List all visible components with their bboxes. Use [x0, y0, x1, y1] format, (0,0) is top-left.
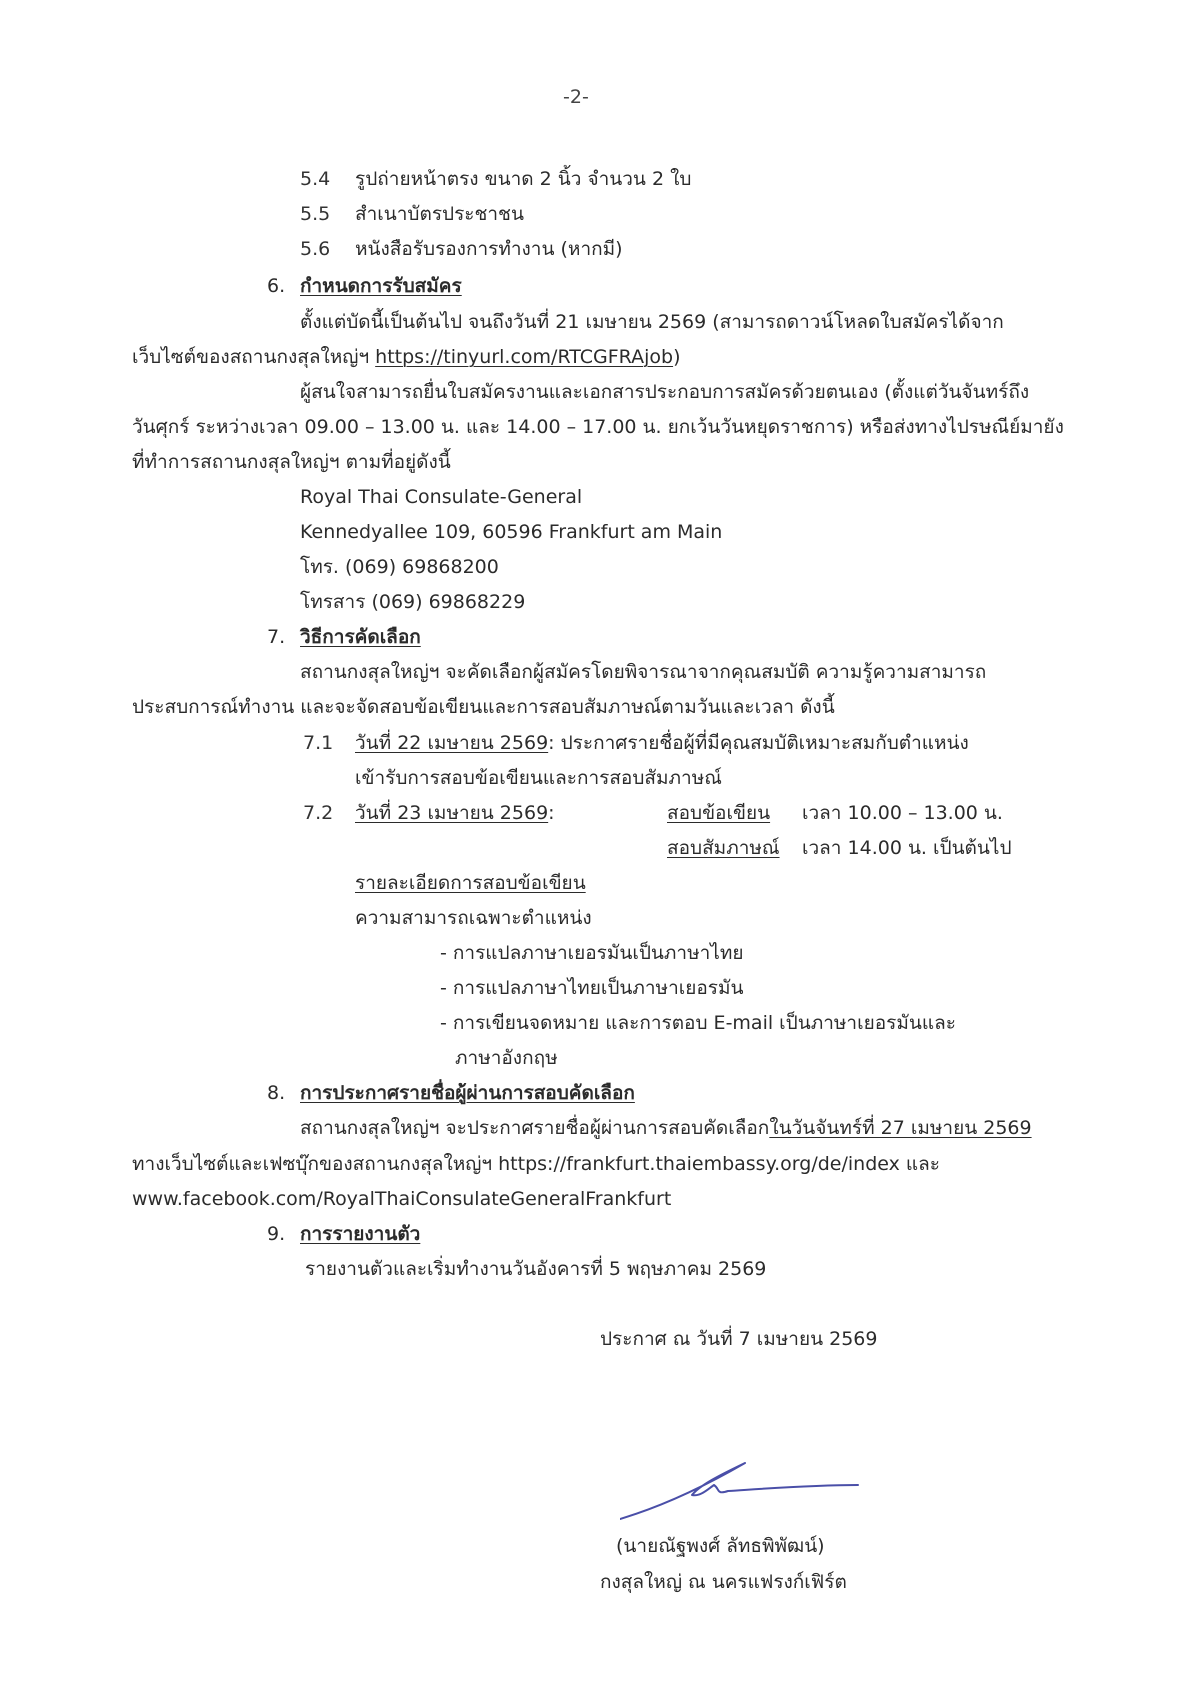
item-number: 7.2 [303, 802, 334, 824]
item-line [355, 804, 555, 823]
paragraph-text: สถานกงสุลใหญ่ฯ จะประกาศรายชื่อผู้ผ่านการสอบคัดเลือก [300, 1117, 770, 1139]
exam-time: เวลา 10.00 – 13.00 น. [802, 802, 1003, 824]
signature-icon [620, 1455, 860, 1525]
paragraph-line: สถานกงสุลใหญ่ฯ จะคัดเลือกผู้สมัครโดยพิจารณาจากคุณสมบัติ ความรู้ความสามารถ [300, 661, 987, 683]
announcement-date-line: ประกาศ ณ วันที่ 7 เมษายน 2569 [600, 1328, 878, 1350]
section-title: กำหนดการรับสมัคร [300, 275, 462, 297]
fax-line: โทรสาร (069) 69868229 [300, 591, 526, 613]
paragraph-text: ) [673, 346, 681, 368]
phone-line: โทร. (069) 69868200 [300, 556, 499, 578]
signatory-title: กงสุลใหญ่ ณ นครแฟรงก์เฟิร์ต [600, 1571, 847, 1593]
paragraph-line: ประสบการณ์ทำงาน และจะจัดสอบข้อเขียนและการสอบสัมภาษณ์ตามวันและเวลา ดังนี้ [132, 696, 835, 718]
section-title: การรายงานตัว [300, 1223, 421, 1245]
item-number: 5.4 [300, 168, 331, 190]
item-text: : ประกาศรายชื่อผู้ที่มีคุณสมบัติเหมาะสมกับตำแหน่ง [548, 732, 969, 754]
section-number: 9. [267, 1223, 286, 1245]
item-number: 5.6 [300, 238, 331, 260]
address-line: Royal Thai Consulate-General [300, 486, 583, 508]
paragraph-text: เว็บไซต์ของสถานกงสุลใหญ่ฯ [132, 346, 376, 368]
details-item: - การเขียนจดหมาย และการตอบ E-mail เป็นภาษาเยอรมันและ [440, 1012, 956, 1034]
exam-label: สอบสัมภาษณ์ [667, 837, 780, 859]
address-line: Kennedyallee 109, 60596 Frankfurt am Main [300, 521, 723, 543]
announcement-date: ในวันจันทร์ที่ 27 เมษายน 2569 [769, 1117, 1032, 1139]
paragraph-line: ทางเว็บไซต์และเฟซบุ๊กของสถานกงสุลใหญ่ฯ https://frankfurt.thaiembassy.org/de/index และ [132, 1153, 940, 1175]
item-number: 5.5 [300, 203, 331, 225]
item-text: หนังสือรับรองการทำงาน (หากมี) [355, 238, 623, 260]
section-number: 6. [267, 275, 286, 297]
details-item: - การแปลภาษาเยอรมันเป็นภาษาไทย [440, 942, 744, 964]
details-subtitle: ความสามารถเฉพาะตำแหน่ง [355, 907, 592, 929]
exam-label: สอบข้อเขียน [667, 802, 771, 824]
facebook-link[interactable]: www.facebook.com/RoyalThaiConsulateGeneralFrankfurt [132, 1188, 672, 1210]
item-colon: : [548, 802, 555, 824]
item-date: วันที่ 23 เมษายน 2569 [355, 802, 549, 824]
paragraph-line: ตั้งแต่บัดนี้เป็นต้นไป จนถึงวันที่ 21 เมษายน 2569 (สามารถดาวน์โหลดใบสมัครได้จาก [300, 311, 1004, 333]
paragraph-line: ที่ทำการสถานกงสุลใหญ่ฯ ตามที่อยู่ดังนี้ [132, 451, 451, 473]
item-number: 7.1 [303, 732, 334, 754]
paragraph-line: ผู้สนใจสามารถยื่นใบสมัครงานและเอกสารประกอบการสมัครด้วยตนเอง (ตั้งแต่วันจันทร์ถึง [300, 381, 1030, 403]
application-form-link[interactable]: https://tinyurl.com/RTCGFRAjob [375, 346, 674, 368]
details-title: รายละเอียดการสอบข้อเขียน [355, 872, 586, 894]
paragraph-line: วันศุกร์ ระหว่างเวลา 09.00 – 13.00 น. และ 14.00 – 17.00 น. ยกเว้นวันหยุดราชการ) หรือส่งทางไปรษณีย์มายัง [132, 416, 1064, 438]
page-number: -2- [563, 86, 589, 108]
paragraph-line: รายงานตัวและเริ่มทำงานวันอังคารที่ 5 พฤษภาคม 2569 [305, 1258, 767, 1280]
item-date: วันที่ 22 เมษายน 2569 [355, 732, 549, 754]
details-item: - การแปลภาษาไทยเป็นภาษาเยอรมัน [440, 977, 744, 999]
item-text: เข้ารับการสอบข้อเขียนและการสอบสัมภาษณ์ [355, 767, 722, 789]
section-title: วิธีการคัดเลือก [300, 626, 421, 648]
item-text: รูปถ่ายหน้าตรง ขนาด 2 นิ้ว จำนวน 2 ใบ [355, 168, 692, 190]
exam-time: เวลา 14.00 น. เป็นต้นไป [802, 837, 1012, 859]
section-number: 7. [267, 626, 286, 648]
paragraph-line [300, 1119, 1032, 1138]
section-title: การประกาศรายชื่อผู้ผ่านการสอบคัดเลือก [300, 1082, 635, 1104]
paragraph-line [132, 348, 681, 367]
item-line [355, 734, 969, 753]
details-item-continuation: ภาษาอังกฤษ [455, 1047, 558, 1069]
section-number: 8. [267, 1082, 286, 1104]
item-text: สำเนาบัตรประชาชน [355, 203, 524, 225]
signatory-name: (นายณัฐพงศ์ ลัทธพิพัฒน์) [616, 1535, 825, 1557]
